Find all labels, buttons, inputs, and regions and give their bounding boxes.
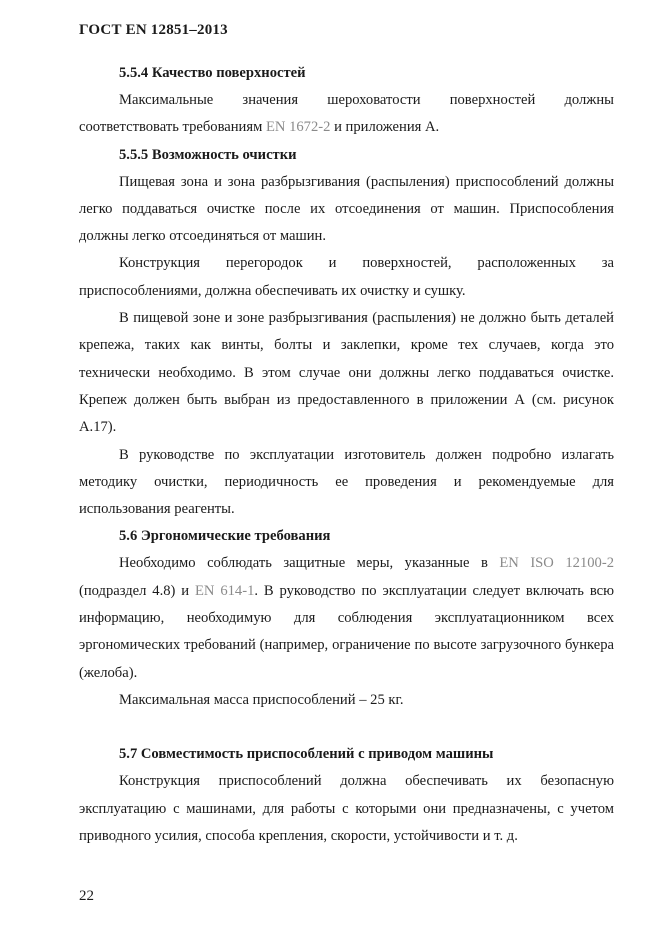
standard-reference-link[interactable]: EN ISO 12100-2 [499,555,614,572]
paragraph-text: . В руководство по эксплуатации следует включать всю информацию, необходимую для соблюдения эксплуатационником всех эргономических требований (например, ограничение по высоте загрузочного бункера (желоба). [79,582,615,681]
paragraph-text: Необходимо соблюдать защитные меры, указанные в [119,555,500,572]
paragraph-max-mass: Максимальная масса приспособлений – 25 кг. [119,691,404,708]
paragraph-cleaning-manual: В руководстве по эксплуатации изготовитель должен подробно излагать методику очистки, периодичность ее проведения и рекомендуемые для использования реагенты. [79,446,614,518]
paragraph-surface-roughness [79,87,614,142]
section-heading-5-5-5: 5.5.5 Возможность очистки [119,146,297,163]
standard-reference-link[interactable]: EN 614-1 [194,582,255,599]
page-number: 22 [79,888,94,904]
standard-reference-link[interactable]: EN 1672-2 [265,119,331,136]
paragraph-cleaning-zones: Пищевая зона и зона разбрызгивания (распыления) приспособлений должны легко поддаваться очистке после их отсоединения от машин. Приспособления должны легко отсоединяться от машин. [79,173,614,245]
paragraph-partitions: Конструкция перегородок и поверхностей, расположенных за приспособлениями, должна обеспечивать их очистку и сушку. [79,255,614,299]
document-body [79,60,614,850]
document-code-header: ГОСТ EN 12851–2013 [79,22,228,38]
section-heading-5-7: 5.7 Совместимость приспособлений с приводом машины [119,746,494,763]
section-heading-5-6: 5.6 Эргономические требования [119,528,331,545]
paragraph-ergonomic-measures [79,550,614,686]
paragraph-fasteners: В пищевой зоне и зоне разбрызгивания (распыления) не должно быть деталей крепежа, таких как винты, болты и заклепки, кроме тех случаев, когда это технически необходимо. В этом случае они должны легко поддаваться очистке. Крепеж должен быть выбран из предоставленного в приложении А (см. рисунок А.17). [79,310,614,436]
paragraph-text: (подраздел 4.8) и [79,582,195,599]
section-spacer [79,714,614,741]
section-heading-5-5-4: 5.5.4 Качество поверхностей [119,65,306,81]
paragraph-compatibility: Конструкция приспособлений должна обеспечивать их безопасную эксплуатацию с машинами, для работы с которыми они предназначены, с учетом приводного усилия, способа крепления, скорости, устойчивости и т. д. [79,773,614,844]
paragraph-text: и приложения А. [330,119,440,136]
paragraph-text: Максимальные значения шероховатости поверхностей должны соответствовать требованиям [79,92,614,136]
